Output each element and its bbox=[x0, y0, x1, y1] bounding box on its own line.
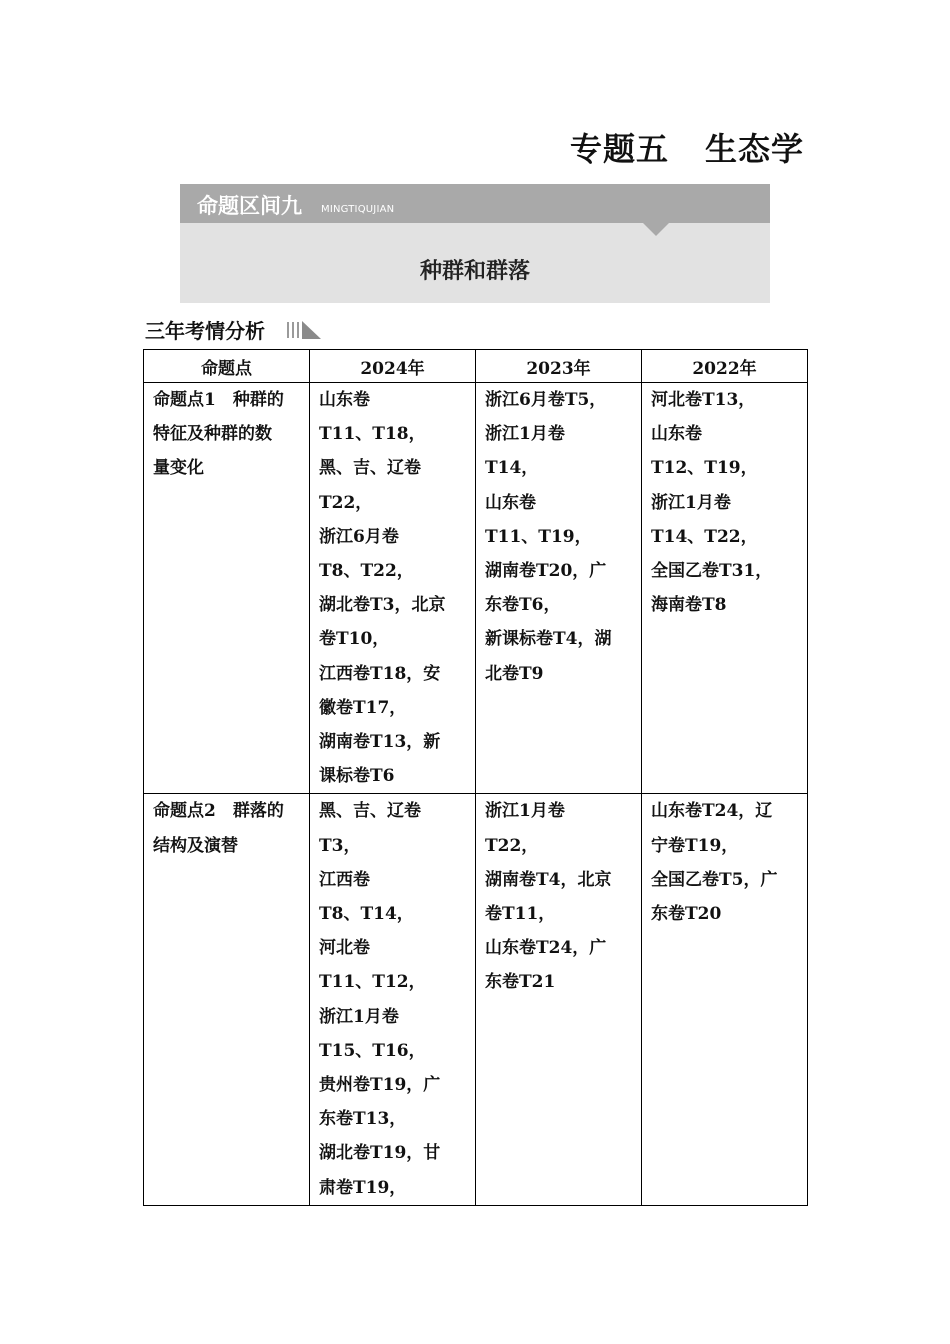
cell-line: T15、T16， bbox=[319, 1040, 426, 1061]
banner-notch-icon bbox=[643, 223, 669, 236]
cell-line: 江西卷 bbox=[319, 869, 370, 890]
cell-line: 湖北卷T3，北京 bbox=[319, 595, 446, 616]
topic-title-number: 专题五 bbox=[569, 130, 669, 168]
cell-line: 山东卷T24，辽 bbox=[651, 801, 773, 822]
cell-line: T22， bbox=[485, 835, 539, 856]
cell-2022 bbox=[642, 794, 808, 1205]
cell-line: 全国乙卷T5，广 bbox=[651, 869, 778, 890]
cell-line: 浙江6月卷 bbox=[319, 526, 399, 547]
banner-subtitle: 种群和群落 bbox=[419, 259, 530, 284]
cell-line: 浙江1月卷 bbox=[319, 1006, 399, 1027]
cell-line: T14， bbox=[485, 458, 539, 479]
banner-label: 命题区间九 bbox=[197, 194, 302, 218]
cell-line: 贵州卷T19，广 bbox=[319, 1075, 441, 1096]
cell-line: 东卷T13， bbox=[319, 1109, 407, 1130]
cell-line: T14、T22， bbox=[651, 526, 758, 547]
header-topic: 命题点 bbox=[144, 350, 310, 383]
cell-line: 东卷T21 bbox=[485, 972, 556, 993]
cell-line: 肃卷T19， bbox=[319, 1177, 407, 1198]
cell-line: T11、T18， bbox=[319, 424, 426, 445]
cell-line: 命题点1 种群的 bbox=[153, 390, 284, 410]
heading-arrow-icon bbox=[287, 319, 323, 341]
cell-line: 宁卷T19， bbox=[651, 835, 739, 856]
cell-2024 bbox=[310, 794, 476, 1205]
cell-line: 黑、吉、辽卷 bbox=[319, 801, 421, 822]
section-heading: 三年考情分析 bbox=[145, 319, 265, 343]
cell-line: 江西卷T18，安 bbox=[319, 663, 441, 684]
cell-line: 东卷T20 bbox=[651, 904, 722, 925]
cell-line: T11、T12， bbox=[319, 972, 426, 993]
cell-2023 bbox=[476, 383, 642, 794]
cell-line: 黑、吉、辽卷 bbox=[319, 458, 421, 479]
topic-title bbox=[570, 124, 804, 170]
cell-line: T3， bbox=[319, 835, 361, 856]
cell-line: 浙江1月卷 bbox=[651, 492, 731, 513]
table-row bbox=[144, 794, 808, 1205]
cell-line: 湖南卷T20，广 bbox=[485, 561, 607, 582]
cell-line: 海南卷T8 bbox=[651, 595, 727, 616]
topic-cell bbox=[144, 794, 310, 1205]
cell-line: 卷T11， bbox=[485, 904, 556, 925]
header-2023: 2023年 bbox=[476, 350, 642, 383]
header-2022: 2022年 bbox=[642, 350, 808, 383]
cell-line: 全国乙卷T31， bbox=[651, 561, 773, 582]
cell-line: 卷T10， bbox=[319, 629, 390, 650]
cell-line: 山东卷T24，广 bbox=[485, 938, 607, 959]
cell-line: 湖南卷T4，北京 bbox=[485, 869, 612, 890]
cell-line: 河北卷T13， bbox=[651, 390, 756, 410]
cell-line: T8、T22， bbox=[319, 561, 414, 582]
cell-line: T12、T19， bbox=[651, 458, 758, 479]
cell-line: T11、T19， bbox=[485, 526, 592, 547]
exam-analysis-table bbox=[143, 349, 808, 1206]
cell-line: T22， bbox=[319, 492, 373, 513]
topic-cell bbox=[144, 383, 310, 794]
cell-line: 山东卷 bbox=[485, 492, 536, 513]
cell-2022 bbox=[642, 383, 808, 794]
cell-line: 湖北卷T19，甘 bbox=[319, 1143, 441, 1164]
header-2024: 2024年 bbox=[310, 350, 476, 383]
cell-line: 浙江1月卷 bbox=[485, 424, 565, 445]
cell-line: 徽卷T17， bbox=[319, 697, 407, 718]
cell-line: 东卷T6， bbox=[485, 595, 561, 616]
cell-line: 北卷T9 bbox=[485, 663, 544, 684]
banner-pinyin: MINGTIQUJIAN bbox=[321, 204, 395, 215]
cell-2023 bbox=[476, 794, 642, 1205]
cell-line: 湖南卷T13，新 bbox=[319, 732, 441, 753]
cell-2024 bbox=[310, 383, 476, 794]
cell-line: 浙江6月卷T5， bbox=[485, 390, 607, 410]
cell-line: 特征及种群的数 bbox=[153, 424, 272, 445]
cell-line: 山东卷 bbox=[319, 390, 370, 410]
cell-line: 山东卷 bbox=[651, 424, 702, 445]
cell-line: 命题点2 群落的 bbox=[153, 801, 284, 822]
table-header-row bbox=[144, 350, 808, 383]
cell-line: T8、T14， bbox=[319, 904, 414, 925]
cell-line: 量变化 bbox=[153, 458, 204, 479]
cell-line: 结构及演替 bbox=[153, 835, 238, 856]
table-row bbox=[144, 383, 808, 794]
cell-line: 课标卷T6 bbox=[319, 766, 395, 787]
topic-title-subject: 生态学 bbox=[704, 130, 804, 168]
cell-line: 浙江1月卷 bbox=[485, 801, 565, 822]
cell-line: 新课标卷T4，湖 bbox=[485, 629, 612, 650]
cell-line: 河北卷 bbox=[319, 938, 370, 959]
section-banner bbox=[180, 184, 770, 303]
